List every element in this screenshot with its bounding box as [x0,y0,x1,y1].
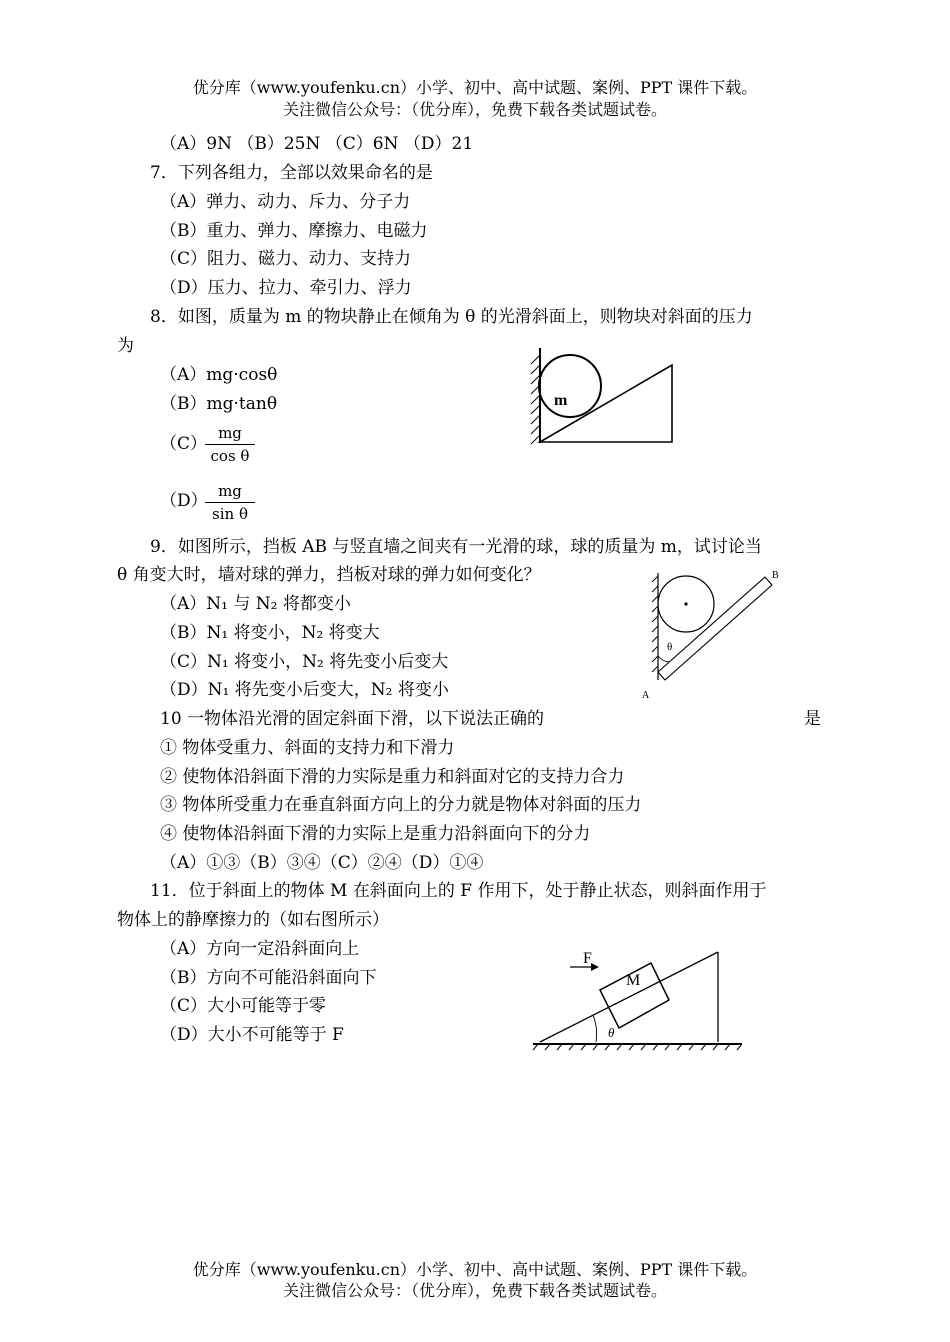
q10-options: （A）①③（B）③④（C）②④（D）①④ [160,853,484,873]
q8-option-d-fraction [205,482,255,523]
q11-option-c: （C）大小可能等于零 [160,996,327,1016]
q9-stem: 9．如图所示，挡板 AB 与竖直墙之间夹有一光滑的球，球的质量为 m，试讨论当 [150,537,762,557]
header-line-2: 关注微信公众号：（优分库），免费下载各类试题试卷。 [282,100,667,119]
q9-option-a: （A）N₁ 与 N₂ 将都变小 [160,594,351,614]
q10-statement-1: ① 物体受重力、斜面的支持力和下滑力 [160,738,455,758]
q11-figure-theta: θ [608,1025,615,1040]
q10-stem: 10 一物体沿光滑的固定斜面下滑，以下说法正确的 [160,709,545,729]
q10-statement-3: ③ 物体所受重力在垂直斜面方向上的分力就是物体对斜面的压力 [160,795,642,815]
q8-option-d-numerator: mg [218,482,242,500]
q7-option-a: （A）弹力、动力、斥力、分子力 [160,192,411,212]
fraction-bar [205,502,255,503]
q9-option-b: （B）N₁ 将变小，N₂ 将变大 [160,623,380,643]
q11-stem: 11．位于斜面上的物体 M 在斜面向上的 F 作用下，处于静止状态，则斜面作用于 [150,881,767,901]
q11-option-a: （A）方向一定沿斜面向上 [160,939,360,959]
q8-figure [525,345,675,445]
q8-option-d-denominator: sin θ [212,505,248,523]
q9-figure-label-b: B [772,570,779,581]
q8-option-b: （B）mg·tanθ [160,394,278,414]
q11-figure-force-label: F [583,950,592,967]
q11-figure [530,942,745,1054]
q8-option-a: （A）mg·cosθ [160,365,278,385]
q9-stem-continued: θ 角变大时，墙对球的弹力，挡板对球的弹力如何变化？ [117,565,541,585]
q7-option-c: （C）阻力、磁力、动力、支持力 [160,249,412,269]
q9-option-c: （C）N₁ 将变小，N₂ 将先变小后变大 [160,652,449,672]
q7-option-b: （B）重力、弹力、摩擦力、电磁力 [160,221,428,241]
q10-statement-4: ④ 使物体沿斜面下滑的力实际上是重力沿斜面向下的分力 [160,824,591,844]
q9-figure-label-a: A [642,690,650,701]
footer-line-2: 关注微信公众号：（优分库），免费下载各类试题试卷。 [282,1281,667,1300]
q8-option-c-denominator: cos θ [210,447,250,465]
q10-stem-end: 是 [804,709,821,729]
q7-stem: 7．下列各组力，全部以效果命名的是 [150,163,433,183]
q8-figure-label: m [554,392,568,409]
q8-option-d-label: （D） [160,491,208,511]
q11-stem-continued: 物体上的静摩擦力的（如右图所示） [117,910,389,930]
q7-option-d: （D）压力、拉力、牵引力、浮力 [160,278,412,298]
q8-stem: 8．如图，质量为 m 的物块静止在倾角为 θ 的光滑斜面上，则物块对斜面的压力 [150,307,753,327]
footer-line-1: 优分库（www.youfenku.cn）小学、初中、高中试题、案例、PPT 课件下载。 [192,1260,758,1279]
q11-option-b: （B）方向不可能沿斜面向下 [160,968,377,988]
q8-stem-continued: 为 [117,336,134,356]
q11-figure-mass-label: M [626,972,641,989]
header-line-1: 优分库（www.youfenku.cn）小学、初中、高中试题、案例、PPT 课件下载。 [192,78,758,97]
q6-options: （A）9N （B）25N （C）6N （D）21 [160,134,474,154]
q9-figure-theta: θ [667,641,673,653]
q9-figure [638,568,788,703]
q8-option-c-fraction [205,424,255,465]
q9-option-d: （D）N₁ 将先变小后变大，N₂ 将变小 [160,680,449,700]
q8-option-c-label: （C） [160,434,208,454]
q10-statement-2: ② 使物体沿斜面下滑的力实际是重力和斜面对它的支持力合力 [160,767,625,787]
fraction-bar [205,444,255,445]
q11-option-d: （D）大小不可能等于 F [160,1025,344,1045]
q8-option-c-numerator: mg [218,424,242,442]
